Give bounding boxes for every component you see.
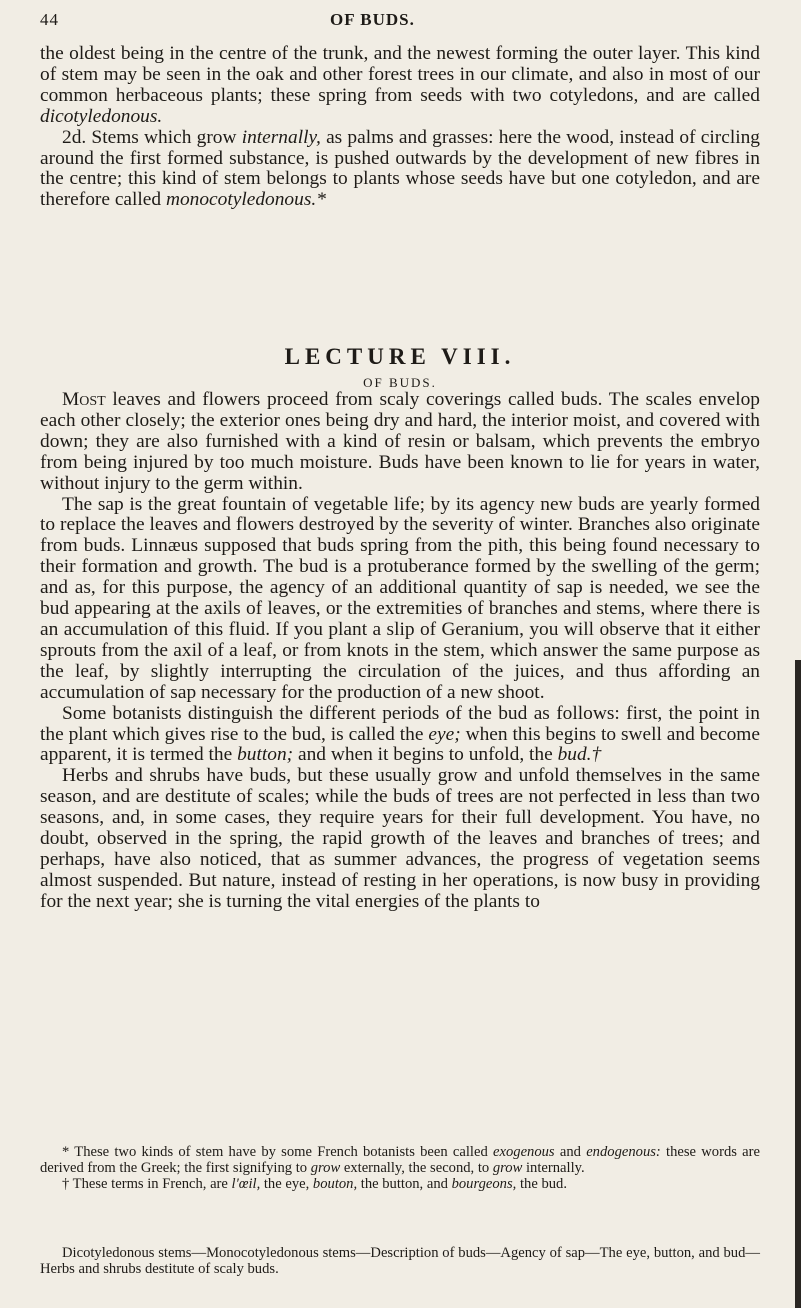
term-dicotyledonous: dicotyledonous. bbox=[40, 105, 163, 127]
paragraph-3: Some botanists distinguish the different periods of the bud as follows: first, the point in the plant which gives rise to the bud, is called the eye; when this begins to swell and become apparent, it is termed the button; and when it begins to unfold, the bud.† bbox=[40, 702, 761, 766]
intro-text bbox=[40, 44, 760, 211]
lecture-subtitle: OF BUDS. bbox=[363, 375, 437, 390]
footnote-2: † These terms in French, are l'œil, the eye, bouton, the button, and bourgeons, the bud. bbox=[62, 1175, 567, 1192]
intro-paragraph-1: the oldest being in the centre of the trunk, and the newest forming the outer layer. This kind of stem may be seen in the oak and other forest trees in our climate, and also in most of our common herbaceous plants; these spring from seeds with two cotyledons, and are called dicotyledonous. bbox=[40, 43, 760, 127]
term-monocotyledonous: monocotyledonous.* bbox=[165, 189, 326, 211]
page-header bbox=[40, 10, 760, 34]
paragraph-2: The sap is the great fountain of vegetable life; by its agency new buds are yearly formed to replace the leaves and flowers destroyed by the severity of winter. Branches also originate from buds. Linnæus supposed that buds spring from the pith, this being found necessary to their formation and growth. The bud is a protuberance formed by the swelling of the germ; and as, for this purpose, the agency of an additional quantity of sap is needed, we see the bud appearing at the axils of leaves, or the extremities of branches and stems, where there is an accumulation of this fluid. If you plant a slip of Geranium, you will observe that it either sprouts from the axil of a leaf, or from knots in the stem, which answer the same purpose as the leaf, by slightly interrupting the circulation of the juices, and thus affording an accumulation of sap necessary for the production of a new shoot. bbox=[40, 493, 760, 703]
intro-paragraph-2: 2d. Stems which grow internally, as palms and grasses: here the wood, instead of circling around the first formed substance, is pushed outwards by the development of new fibres in the centre; this kind of stem belongs to plants whose seeds have but one cotyledon, and are therefore called monocotyledonous.* bbox=[40, 126, 760, 211]
page-edge-shadow bbox=[795, 660, 801, 1308]
running-title: OF BUDS. bbox=[330, 10, 415, 29]
footnote-1: * These two kinds of stem have by some French botanists been called exogenous and endogenous: these words are derived from the Greek; the first signifying to grow externally, the second, to grow internally. bbox=[40, 1144, 760, 1176]
chapter-summary: Dicotyledonous stems—Monocotyledonous stems—Description of buds—Agency of sap—The eye, button, and bud—Herbs and shrubs destitute of scaly buds. bbox=[40, 1245, 760, 1277]
page-number: 44 bbox=[40, 10, 59, 29]
lecture-title: LECTURE VIII. bbox=[284, 344, 516, 369]
paragraph-1: Most leaves and flowers proceed from scaly coverings called buds. The scales envelop each other closely; the exterior ones being dry and hard, the interior moist, and covered with down; they are also furnished with a kind of resin or balsam, which prevents the embryo from being injured by too much moisture. Buds have been known to lie for years in water, without injury to the germ within. bbox=[40, 389, 760, 494]
footnotes bbox=[40, 1145, 760, 1192]
lecture-body bbox=[40, 390, 760, 913]
paragraph-4: Herbs and shrubs have buds, but these usually grow and unfold themselves in the same season, and are destitute of scales; while the buds of trees are not perfected in less than two seasons, and, in some cases, they require years for their full development. You have, no doubt, observed in the spring, the rapid growth of the leaves and branches of trees; and perhaps, have also noticed, that as summer advances, the progress of vegetation seems almost suspended. But nature, instead of resting in her operations, is now busy in providing for the next year; she is turning the vital energies of the plants to bbox=[40, 765, 760, 912]
